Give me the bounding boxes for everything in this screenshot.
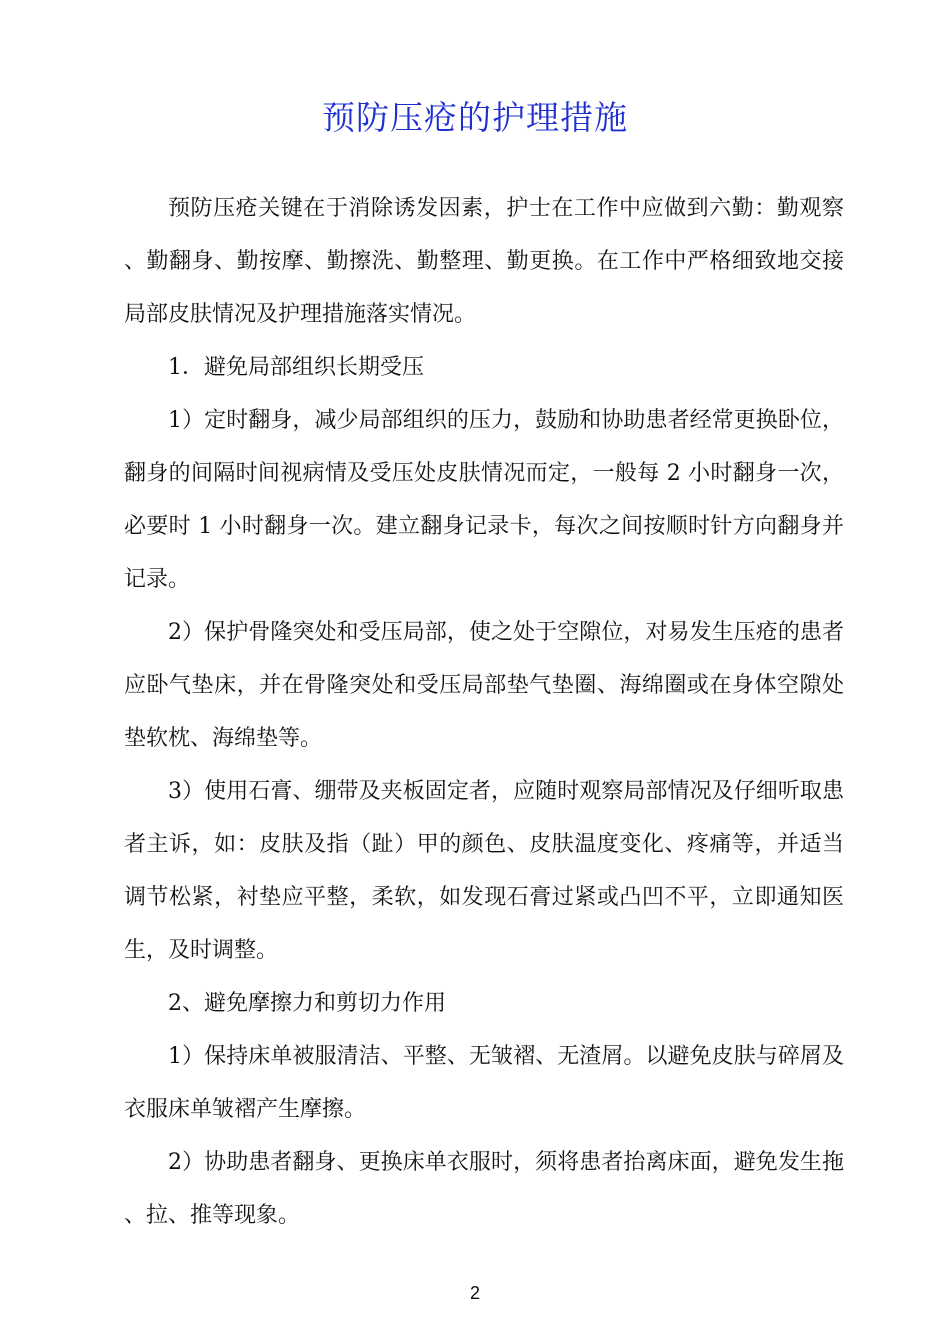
paragraph-intro: 预防压疮关键在于消除诱发因素，护士在工作中应做到六勤：勤观察、勤翻身、勤按摩、勤擦洗、勤整理、勤更换。在工作中严格细致地交接局部皮肤情况及护理措施落实情况。 [124,196,844,327]
section-heading-2: 2、避免摩擦力和剪切力作用 [168,991,446,1016]
page-number: 2 [469,1283,480,1303]
paragraph-2-1: 1）保持床单被服清洁、平整、无皱褶、无渣屑。以避免皮肤与碎屑及衣服床单皱褶产生摩擦。 [124,1044,844,1122]
document-title: 预防压疮的护理措施 [322,98,628,137]
paragraph-1-2: 2）保护骨隆突处和受压局部，使之处于空隙位，对易发生压疮的患者应卧气垫床，并在骨隆突处和受压局部垫气垫圈、海绵圈或在身体空隙处垫软枕、海绵垫等。 [124,620,844,751]
document-body [124,182,844,1242]
section-heading-1: 1．避免局部组织长期受压 [168,355,424,380]
paragraph-2-2: 2）协助患者翻身、更换床单衣服时，须将患者抬离床面，避免发生拖、拉、推等现象。 [124,1150,844,1228]
paragraph-1-3: 3）使用石膏、绷带及夹板固定者，应随时观察局部情况及仔细听取患者主诉，如：皮肤及指（趾）甲的颜色、皮肤温度变化、疼痛等，并适当调节松紧，衬垫应平整，柔软，如发现石膏过紧或凸凹不平，立即通知医生，及时调整。 [124,779,844,963]
paragraph-1-1: 1）定时翻身，减少局部组织的压力，鼓励和协助患者经常更换卧位，翻身的间隔时间视病情及受压处皮肤情况而定，一般每 2 小时翻身一次，必要时 1 小时翻身一次。建立翻身记录卡，每次之间按顺时针方向翻身并记录。 [124,408,844,592]
